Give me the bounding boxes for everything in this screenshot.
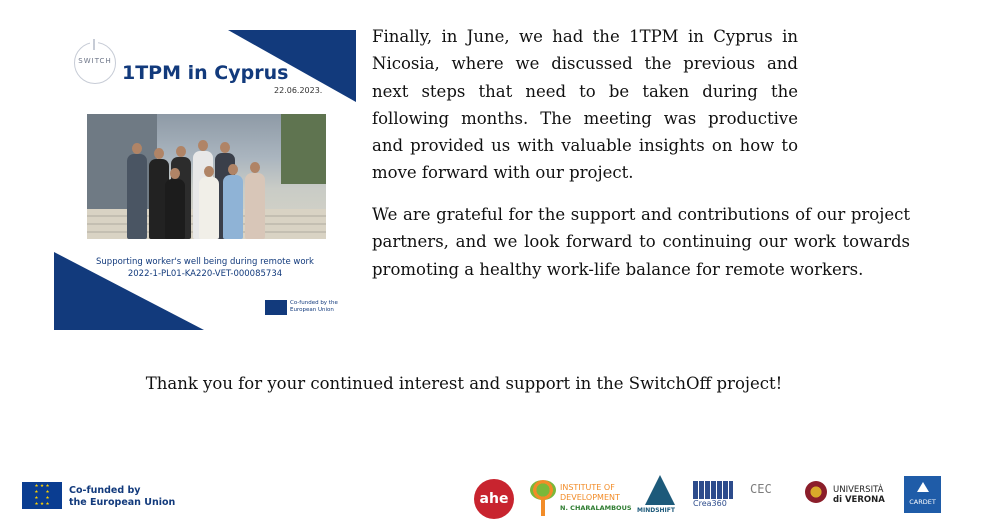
poster-cofunded-label: Co-funded by the European Union [290,300,338,313]
switchoff-logo [74,42,116,84]
mountain-icon [643,475,677,511]
cardet-icon [917,482,929,492]
poster-subtitle: Supporting worker's well being during remote work [96,257,314,267]
partner-logo-iod: INSTITUTE OF DEVELOPMENT N. CHARALAMBOUS [560,483,632,512]
power-icon [90,39,98,51]
seal-icon [805,481,827,503]
partner-logo-cec: CEC [750,482,772,496]
group-photo [87,114,326,239]
logo-label: SWITCH [78,57,112,65]
eu-flag-icon: ★ ★ ★ ★ ★ ★ ★ ★ ★ ★ [22,482,62,509]
partner-logo-cardet: CARDET [904,476,941,513]
partner-logo-mindshift: MINDSHIFT [637,507,675,514]
project-code: 2022-1-PL01-KA220-VET-000085734 [127,269,283,279]
paragraph-gratitude: We are grateful for the support and contributions of our project partners, and we look forward to continuing our work towards promoting a healthy work-life balance for remote workers. [372,205,910,279]
poster-title: 1TPM in Cyprus [122,62,289,84]
paragraph-meeting: Finally, in June, we had the 1TPM in Cyprus in Nicosia, where we discussed the previous and next steps that need to be taken during the following months. The meeting was productive and provided us with valuable insights on how to move forward with our project. [372,27,798,183]
poster-date: 22.06.2023. [274,86,323,95]
eu-cofunded-label: Co-funded by the European Union [69,485,176,508]
meeting-poster [54,30,356,330]
partner-logo-univr: UNIVERSITÀ di VERONA [833,485,885,505]
partner-logo-ahe: ahe [474,479,514,519]
tree-icon [528,480,558,516]
grid-icon [693,481,733,499]
thanks-line: Thank you for your continued interest and support in the SwitchOff project! [145,374,783,393]
partner-logo-crea360: Crea360 [693,499,727,508]
eu-flag-icon [265,300,287,315]
